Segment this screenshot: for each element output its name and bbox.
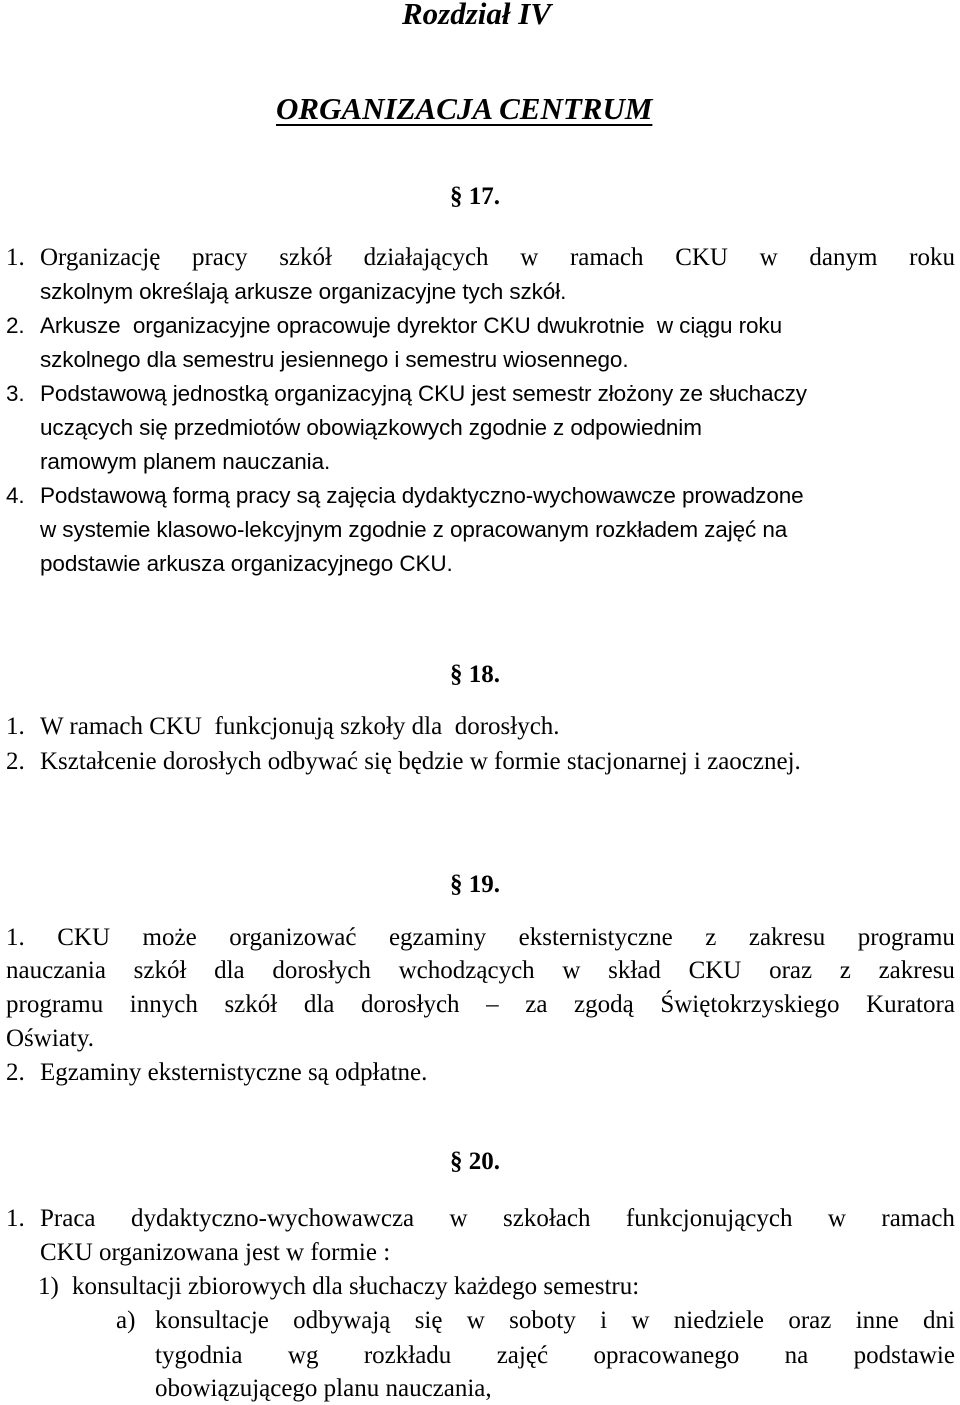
s19-p1-line3: programu innych szkół dla dorosłych – za zgodą Świętokrzyskiego Kuratora [6, 991, 955, 1018]
s17-p3-line3: ramowym planem nauczania. [40, 449, 331, 474]
s20-itemA-line2: tygodnia wg rozkładu zajęć opracowanego na podstawie [155, 1342, 955, 1369]
s20-itemA-line3: obowiązującego planu nauczania, [155, 1375, 492, 1402]
section-18-heading: § 18. [450, 661, 500, 688]
s17-p3-num: 3. [6, 381, 25, 406]
s19-p2-num: 2. [6, 1059, 25, 1086]
s19-p2-text: Egzaminy eksternistyczne są odpłatne. [40, 1059, 428, 1086]
s20-item1-num: 1) [38, 1273, 59, 1300]
s18-p1-num: 1. [6, 713, 25, 740]
s18-p2-num: 2. [6, 748, 25, 775]
s20-item1-text: konsultacji zbiorowych dla słuchaczy każdego semestru: [72, 1273, 640, 1300]
s18-p1-text: W ramach CKU funkcjonują szkoły dla dorosłych. [40, 713, 560, 740]
s18-p2-text: Kształcenie dorosłych odbywać się będzie w formie stacjonarnej i zaocznej. [40, 748, 801, 775]
s20-itemA-num: a) [116, 1307, 136, 1334]
section-19-heading: § 19. [450, 871, 500, 898]
s20-itemA-line1: konsultacje odbywają się w soboty i w niedziele oraz inne dni [155, 1307, 955, 1334]
s17-p1-line1: Organizację pracy szkół działających w ramach CKU w danym roku [40, 244, 955, 271]
s20-p1-num: 1. [6, 1205, 25, 1232]
s20-p1-line1: Praca dydaktyczno-wychowawcza w szkołach funkcjonujących w ramach [40, 1205, 955, 1232]
section-17-heading: § 17. [450, 183, 500, 210]
chapter-subtitle: ORGANIZACJA CENTRUM [276, 91, 653, 126]
s17-p4-line2: w systemie klasowo-lekcyjnym zgodnie z opracowanym rozkładem zajęć na [40, 517, 788, 542]
s17-p3-line2: uczących się przedmiotów obowiązkowych zgodnie z odpowiednim [40, 415, 702, 440]
s20-p1-line2: CKU organizowana jest w formie : [40, 1239, 391, 1266]
s19-p1-line2: nauczania szkół dla dorosłych wchodzących w skład CKU oraz z zakresu [6, 957, 955, 984]
s17-p1-line2: szkolnym określają arkusze organizacyjne tych szkół. [40, 279, 567, 304]
s17-p4-line1: Podstawową formą pracy są zajęcia dydaktyczno-wychowawcze prowadzone [40, 483, 804, 508]
s17-p1-num: 1. [6, 244, 25, 271]
s19-p1-line4: Oświaty. [6, 1025, 94, 1052]
s17-p4-num: 4. [6, 483, 25, 508]
s17-p2-num: 2. [6, 313, 25, 338]
s17-p4-line3: podstawie arkusza organizacyjnego CKU. [40, 551, 453, 576]
s19-p1-line1: 1. CKU może organizować egzaminy eksternistyczne z zakresu programu [6, 924, 955, 951]
s17-p3-line1: Podstawową jednostką organizacyjną CKU jest semestr złożony ze słuchaczy [40, 381, 807, 406]
chapter-title: Rozdział IV [402, 0, 552, 31]
s17-p2-line2: szkolnego dla semestru jesiennego i semestru wiosennego. [40, 347, 629, 372]
section-20-heading: § 20. [450, 1148, 500, 1175]
s17-p2-line1: Arkusze organizacyjne opracowuje dyrektor CKU dwukrotnie w ciągu roku [40, 313, 782, 338]
